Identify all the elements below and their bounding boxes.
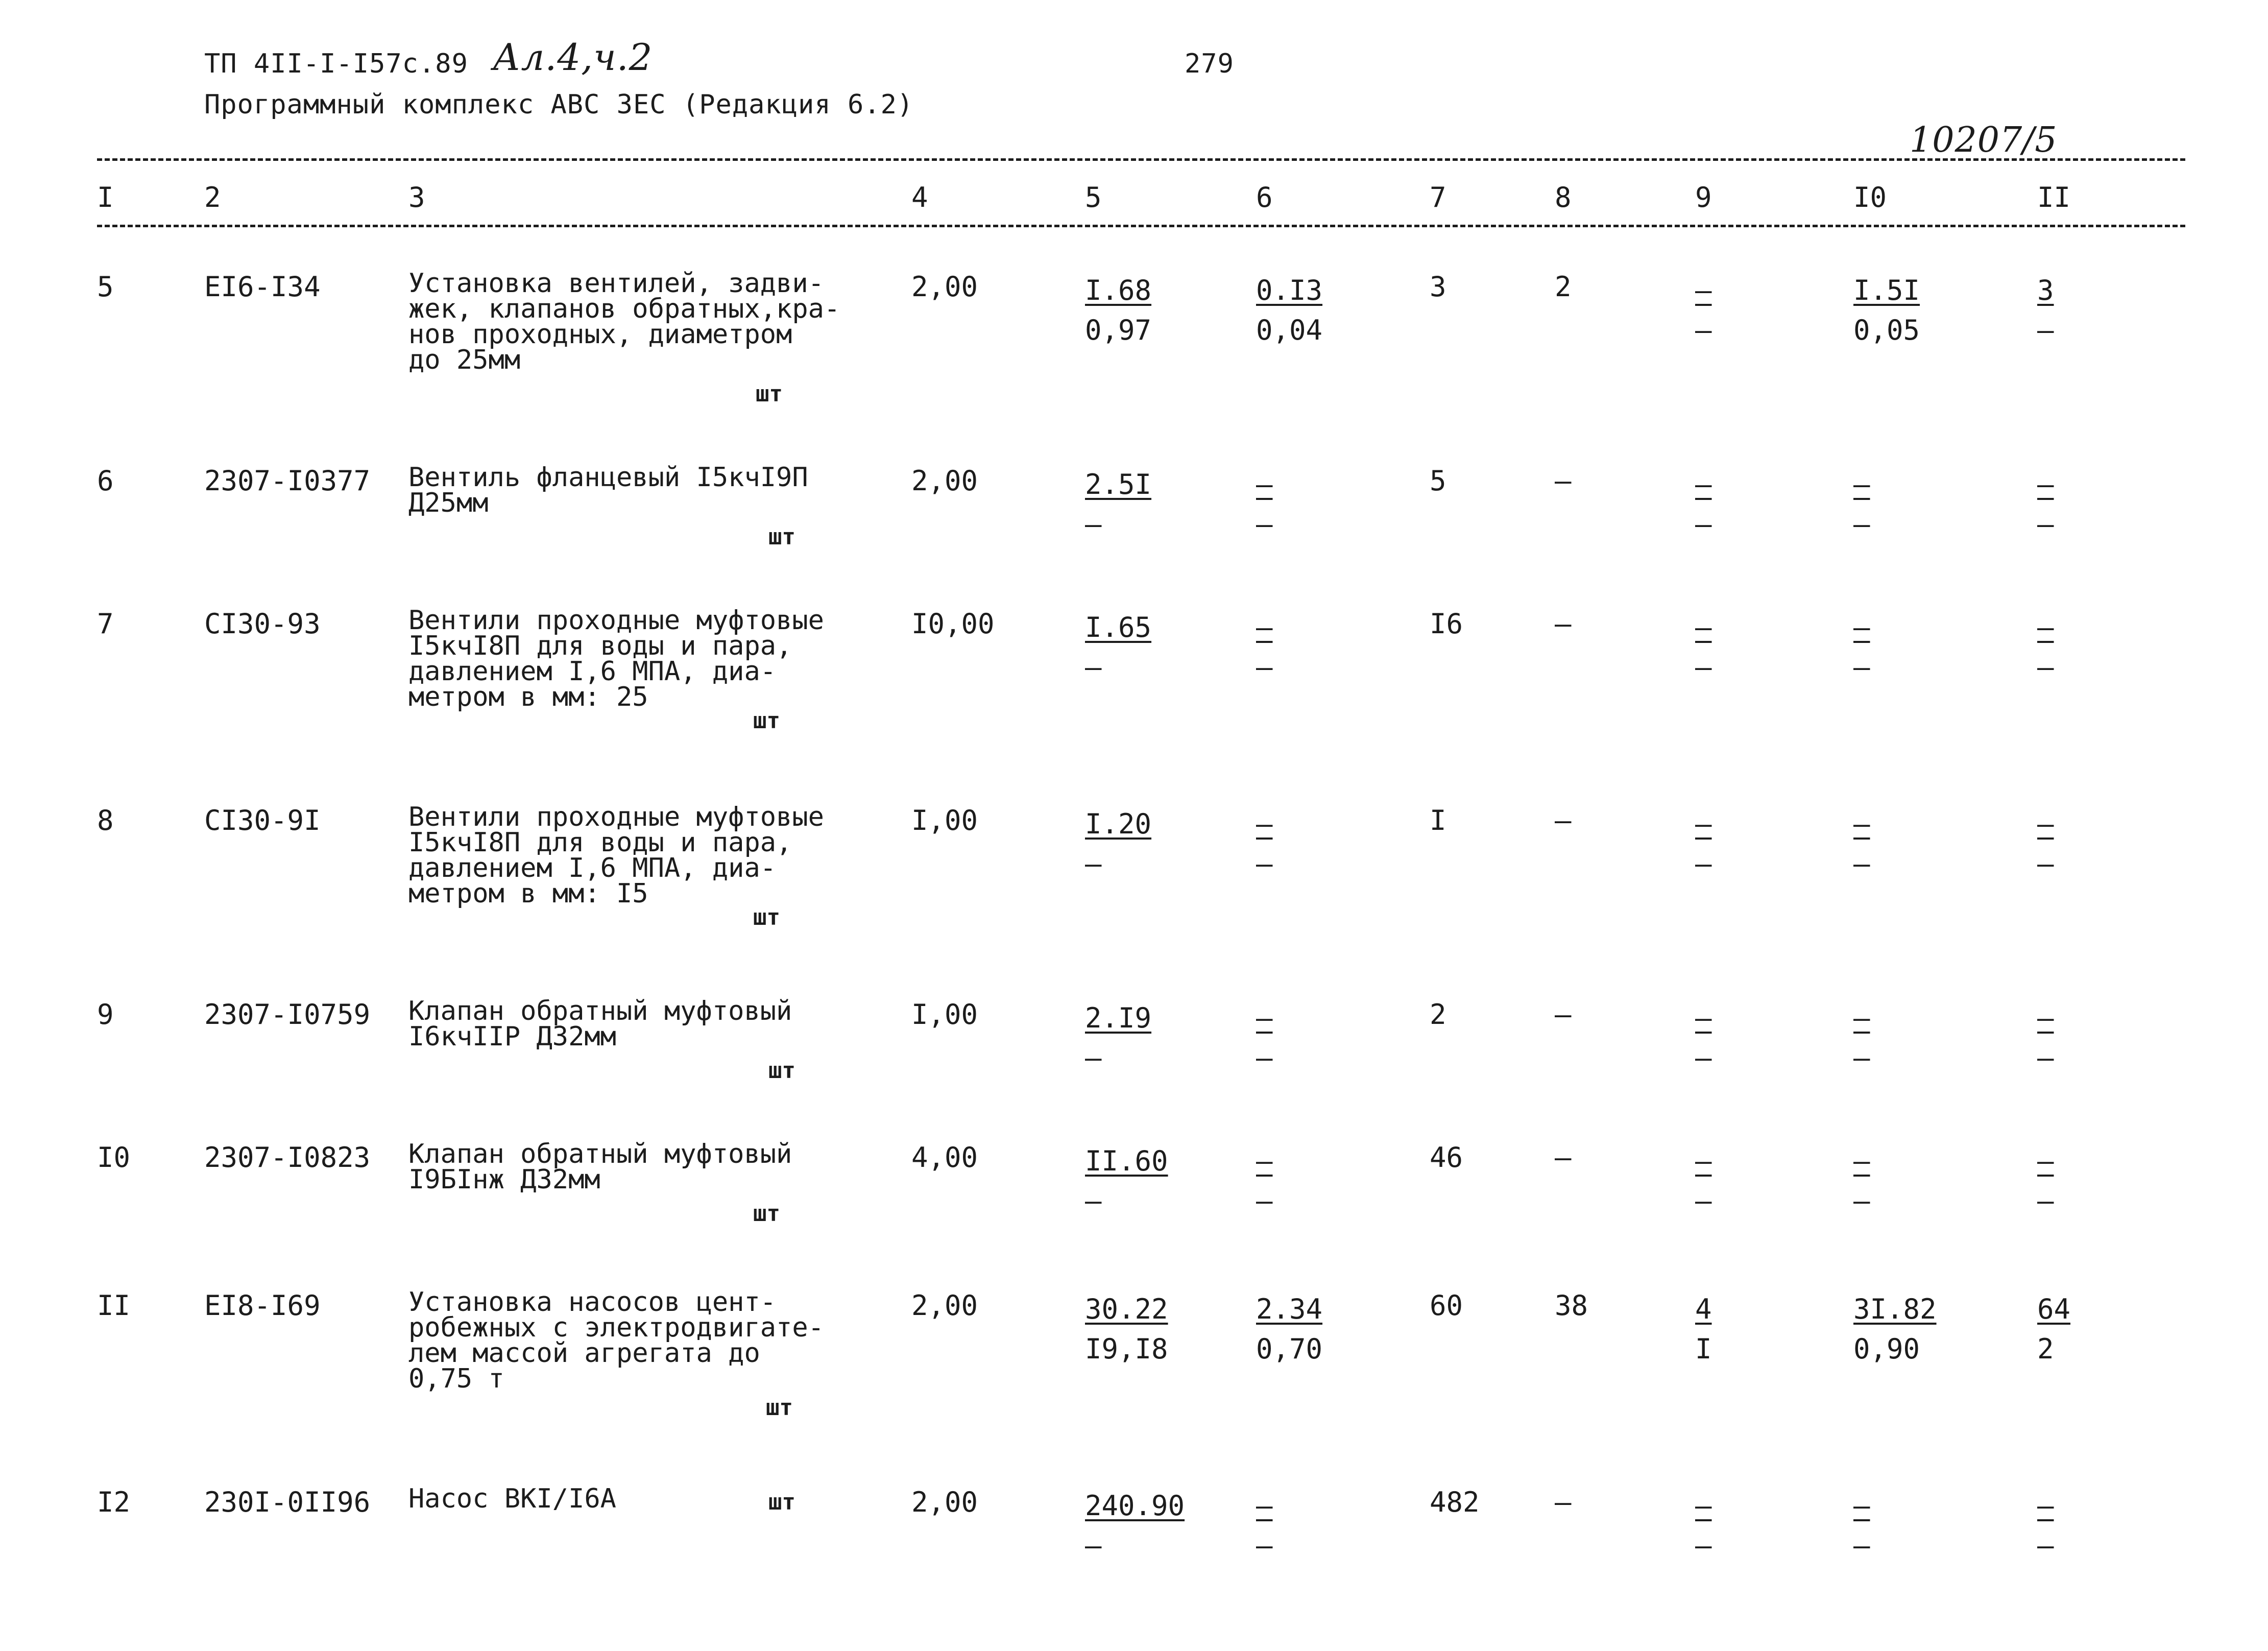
value-col-6 (1256, 465, 1287, 544)
document-code: ТП 4II-I-I57с.89 (204, 49, 468, 79)
value-col-11 (2037, 998, 2068, 1078)
item-description: Клапан обратный муфтовый I9БIнж Д32мм (408, 1139, 792, 1195)
value-col-10-top: 3I.82 (1853, 1293, 1937, 1325)
column-header: 3 (408, 181, 425, 213)
column-header: II (2037, 181, 2071, 213)
value-col-11-top: – (2037, 468, 2054, 500)
value-col-9 (1695, 608, 1726, 687)
value-col-8: – (1555, 608, 1572, 640)
value-col-10-top: I.5I (1853, 274, 1920, 306)
quantity: I0,00 (911, 608, 995, 640)
row-number: 6 (97, 465, 114, 497)
value-col-9-top: – (1695, 468, 1712, 500)
handwritten-note: Ал.4,ч.2 (493, 36, 653, 79)
value-col-10-bottom: – (1853, 508, 1870, 540)
item-description: Вентиль фланцевый I5кчI9П Д25мм (408, 462, 808, 518)
value-col-10-bottom: – (1853, 848, 1870, 880)
value-col-11-top: 64 (2037, 1293, 2071, 1325)
value-col-9 (1695, 271, 1726, 350)
handwritten-stamp: 10207/5 (1910, 120, 2058, 160)
value-col-8: 38 (1555, 1289, 1588, 1322)
value-col-10-bottom: – (1853, 651, 1870, 683)
value-col-7: 2 (1430, 998, 1446, 1031)
value-col-9-top: 4 (1695, 1293, 1712, 1325)
value-col-11-bottom: – (2037, 848, 2054, 880)
value-col-11-bottom: – (2037, 314, 2054, 346)
column-header: 8 (1555, 181, 1572, 213)
value-col-10 (1853, 465, 1884, 544)
value-col-6-top: – (1256, 468, 1273, 500)
value-col-5 (1085, 804, 1151, 884)
value-col-7: I (1430, 804, 1446, 836)
value-col-6 (1256, 608, 1287, 687)
value-col-6 (1256, 1289, 1322, 1369)
value-col-9-top: – (1695, 1145, 1712, 1177)
value-col-6-bottom: – (1256, 1042, 1273, 1074)
value-col-11-top: – (2037, 1002, 2054, 1034)
value-col-6-top: – (1256, 611, 1273, 643)
value-col-8: – (1555, 1486, 1572, 1518)
value-col-6-bottom: – (1256, 651, 1273, 683)
value-col-8: – (1555, 998, 1572, 1031)
value-col-9-top: – (1695, 611, 1712, 643)
quantity: 4,00 (911, 1141, 978, 1174)
value-col-6 (1256, 1141, 1287, 1221)
value-col-10 (1853, 1141, 1884, 1221)
value-col-11 (2037, 465, 2068, 544)
value-col-11-top: 3 (2037, 274, 2054, 306)
value-col-11-top: – (2037, 808, 2054, 840)
value-col-11-bottom: – (2037, 508, 2054, 540)
value-col-5-top: 2.5I (1085, 468, 1152, 500)
column-header: I0 (1853, 181, 1887, 213)
value-col-6-top: 0.I3 (1256, 274, 1323, 306)
item-code: EI6-I34 (204, 271, 321, 303)
value-col-9-bottom: – (1695, 1529, 1712, 1562)
column-header: 5 (1085, 181, 1102, 213)
value-col-7: 5 (1430, 465, 1446, 497)
value-col-5-bottom: – (1085, 508, 1102, 540)
value-col-5-top: I.68 (1085, 274, 1152, 306)
value-col-11-top: – (2037, 1490, 2054, 1522)
value-col-9-bottom: – (1695, 1042, 1712, 1074)
value-col-6 (1256, 1486, 1287, 1566)
value-col-5 (1085, 998, 1151, 1078)
item-code: 2307-I0823 (204, 1141, 371, 1174)
item-code: CI30-93 (204, 608, 321, 640)
table-row (0, 1483, 2268, 1639)
value-col-8: – (1555, 1141, 1572, 1174)
value-col-11-bottom: 2 (2037, 1333, 2054, 1365)
value-col-10 (1853, 1486, 1884, 1566)
value-col-5-bottom: – (1085, 1185, 1102, 1217)
value-col-9-top: – (1695, 274, 1712, 306)
value-col-5-bottom: 0,97 (1085, 314, 1152, 346)
item-description: Насос ВКI/I6А (408, 1483, 616, 1514)
value-col-6-bottom: – (1256, 1185, 1273, 1217)
page-number: 279 (1185, 49, 1234, 79)
value-col-5-bottom: – (1085, 1042, 1102, 1074)
value-col-9-bottom: – (1695, 1185, 1712, 1217)
value-col-11 (2037, 1289, 2070, 1369)
value-col-5-bottom: I9,I8 (1085, 1333, 1168, 1365)
value-col-6-bottom: – (1256, 1529, 1273, 1562)
item-description: Установка вентилей, задви- жек, клапанов обратных,кра- нов проходных, диаметром до 25мм (408, 268, 840, 375)
value-col-5 (1085, 1141, 1168, 1221)
value-col-10 (1853, 271, 1920, 350)
value-col-10-bottom: – (1853, 1042, 1870, 1074)
item-code: 2307-I0759 (204, 998, 371, 1031)
value-col-9 (1695, 465, 1726, 544)
value-col-9 (1695, 1486, 1726, 1566)
value-col-11-bottom: – (2037, 651, 2054, 683)
value-col-5 (1085, 1289, 1168, 1369)
unit-label: шт (766, 1395, 793, 1421)
value-col-11-top: – (2037, 611, 2054, 643)
value-col-6-bottom: – (1256, 848, 1273, 880)
value-col-10-top: – (1853, 468, 1870, 500)
value-col-9 (1695, 1289, 1726, 1369)
value-col-7: 46 (1430, 1141, 1463, 1174)
value-col-9-bottom: – (1695, 508, 1712, 540)
value-col-7: 482 (1430, 1486, 1480, 1518)
value-col-5-top: II.60 (1085, 1145, 1168, 1177)
value-col-5-bottom: – (1085, 848, 1102, 880)
value-col-6-top: – (1256, 1145, 1273, 1177)
value-col-11 (2037, 804, 2068, 884)
value-col-11 (2037, 1141, 2068, 1221)
value-col-7: I6 (1430, 608, 1463, 640)
row-number: II (97, 1289, 131, 1322)
value-col-6-bottom: 0,04 (1256, 314, 1323, 346)
value-col-10-top: – (1853, 611, 1870, 643)
value-col-9-top: – (1695, 1002, 1712, 1034)
value-col-5 (1085, 271, 1151, 350)
value-col-8: – (1555, 804, 1572, 836)
value-col-7: 60 (1430, 1289, 1463, 1322)
value-col-10 (1853, 1289, 1937, 1369)
value-col-6-top: – (1256, 808, 1273, 840)
column-header: 4 (911, 181, 928, 213)
value-col-9-bottom: – (1695, 314, 1712, 346)
value-col-10-top: – (1853, 808, 1870, 840)
value-col-6 (1256, 998, 1287, 1078)
item-code: 230I-0II96 (204, 1486, 371, 1518)
value-col-6-top: – (1256, 1002, 1273, 1034)
quantity: I,00 (911, 804, 978, 836)
value-col-9-bottom: – (1695, 848, 1712, 880)
value-col-10-top: – (1853, 1002, 1870, 1034)
quantity: 2,00 (911, 1289, 978, 1322)
value-col-10-top: – (1853, 1145, 1870, 1177)
value-col-10 (1853, 998, 1884, 1078)
row-number: 9 (97, 998, 114, 1031)
value-col-6-top: 2.34 (1256, 1293, 1323, 1325)
unit-label: шт (753, 1201, 780, 1227)
value-col-11-top: – (2037, 1145, 2054, 1177)
value-col-5-top: I.65 (1085, 611, 1152, 643)
value-col-11 (2037, 608, 2068, 687)
value-col-11 (2037, 1486, 2068, 1566)
value-col-8: 2 (1555, 271, 1572, 303)
table-row (0, 804, 2268, 958)
table-row (0, 268, 2268, 424)
value-col-6-bottom: – (1256, 508, 1273, 540)
table-row (0, 1141, 2268, 1295)
value-col-6 (1256, 271, 1322, 350)
item-description: Установка насосов цент- робежных с электродвигате- лем массой агрегата до 0,75 т (408, 1287, 824, 1394)
value-col-5 (1085, 465, 1151, 544)
value-col-9 (1695, 1141, 1726, 1221)
value-col-10-top: – (1853, 1490, 1870, 1522)
value-col-6-bottom: 0,70 (1256, 1333, 1323, 1365)
header-divider-top (97, 158, 2185, 161)
unit-label: шт (753, 904, 780, 930)
document-subtitle: Программный комплекс АВС 3ЕС (Редакция 6.2) (204, 89, 914, 120)
item-code: CI30-9I (204, 804, 321, 836)
value-col-10-bottom: 0,05 (1853, 314, 1920, 346)
unit-label: шт (756, 381, 783, 407)
value-col-11 (2037, 271, 2068, 350)
quantity: 2,00 (911, 465, 978, 497)
column-header: 6 (1256, 181, 1273, 213)
table-row (0, 998, 2268, 1152)
value-col-9-top: – (1695, 808, 1712, 840)
value-col-9-bottom: I (1695, 1333, 1712, 1365)
row-number: 5 (97, 271, 114, 303)
value-col-11-bottom: – (2037, 1042, 2054, 1074)
table-row (0, 605, 2268, 761)
table-row (0, 462, 2268, 618)
column-header: 9 (1695, 181, 1712, 213)
value-col-5-bottom: – (1085, 1529, 1102, 1562)
quantity: I,00 (911, 998, 978, 1031)
value-col-5 (1085, 608, 1151, 687)
quantity: 2,00 (911, 1486, 978, 1518)
value-col-5-top: 30.22 (1085, 1293, 1168, 1325)
value-col-10-bottom: – (1853, 1185, 1870, 1217)
header-divider-bottom (97, 225, 2185, 227)
row-number: I0 (97, 1141, 131, 1174)
value-col-6 (1256, 804, 1287, 884)
item-code: 2307-I0377 (204, 465, 371, 497)
value-col-9 (1695, 804, 1726, 884)
value-col-10 (1853, 804, 1884, 884)
value-col-6-top: – (1256, 1490, 1273, 1522)
column-header: 2 (204, 181, 221, 213)
value-col-11-bottom: – (2037, 1529, 2054, 1562)
item-description: Вентили проходные муфтовые I5кчI8П для воды и пара, давлением I,6 МПА, диа- метром в мм: 25 (408, 605, 824, 712)
unit-label: шт (753, 708, 780, 734)
row-number: 8 (97, 804, 114, 836)
value-col-10 (1853, 608, 1884, 687)
value-col-11-bottom: – (2037, 1185, 2054, 1217)
value-col-9-bottom: – (1695, 651, 1712, 683)
item-code: EI8-I69 (204, 1289, 321, 1322)
value-col-5-bottom: – (1085, 651, 1102, 683)
value-col-5-top: 2.I9 (1085, 1002, 1152, 1034)
unit-label: шт (768, 524, 795, 550)
column-header: 7 (1430, 181, 1446, 213)
quantity: 2,00 (911, 271, 978, 303)
value-col-8: – (1555, 465, 1572, 497)
unit-label: шт (768, 1058, 795, 1084)
item-description: Вентили проходные муфтовые I5кчI8П для воды и пара, давлением I,6 МПА, диа- метром в мм: I5 (408, 802, 824, 909)
item-description: Клапан обратный муфтовый I6кчIIР Д32мм (408, 996, 792, 1052)
value-col-9 (1695, 998, 1726, 1078)
value-col-5-top: 240.90 (1085, 1490, 1185, 1522)
value-col-5-top: I.20 (1085, 808, 1152, 840)
value-col-10-bottom: – (1853, 1529, 1870, 1562)
value-col-9-top: – (1695, 1490, 1712, 1522)
value-col-5 (1085, 1486, 1185, 1566)
column-header: I (97, 181, 114, 213)
table-row (0, 1289, 2268, 1443)
value-col-10-bottom: 0,90 (1853, 1333, 1920, 1365)
unit-label: шт (768, 1489, 795, 1515)
row-number: I2 (97, 1486, 131, 1518)
value-col-7: 3 (1430, 271, 1446, 303)
row-number: 7 (97, 608, 114, 640)
